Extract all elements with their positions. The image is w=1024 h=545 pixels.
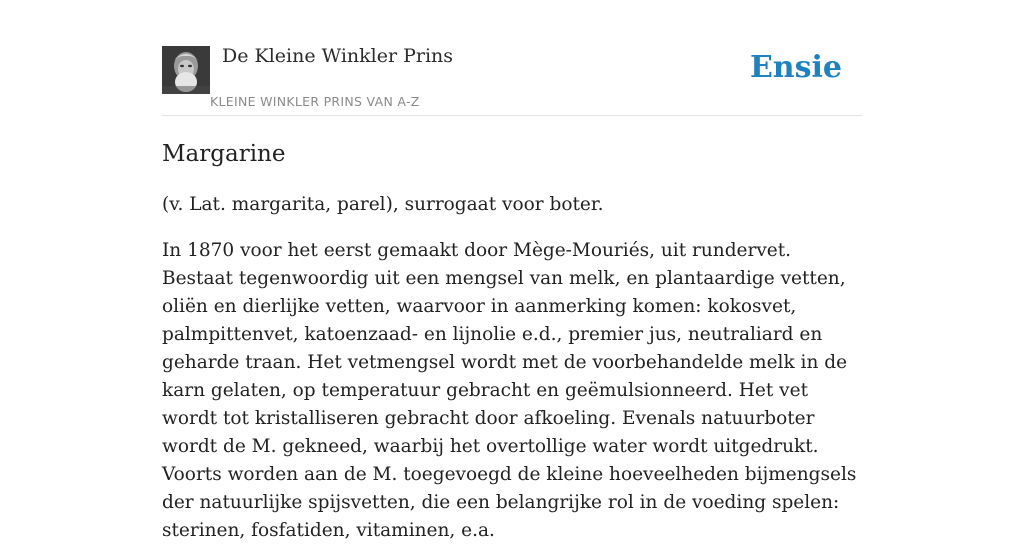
header-divider bbox=[162, 115, 862, 116]
portrait-avatar-icon[interactable] bbox=[162, 46, 210, 94]
avatar-image bbox=[162, 46, 210, 94]
article-paragraph-body: In 1870 voor het eerst gemaakt door Mège-Mouriés, uit rundervet. Bestaat tegenwoordig uit een mengsel van melk, en plantaardige vetten, oliën en dierlijke vetten, waarvoor in aanmerking komen: kokosvet, palmpittenvet, katoenzaad- en lijnolie e.d., premier jus, neutraliard en geharde traan. Het vetmengsel wordt met de voorbehandelde melk in de karn gelaten, op temperatuur gebracht en geëmulsionneerd. Het vet wordt tot kristalliseren gebracht door afkoeling. Evenals natuurboter wordt de M. gekneed, waarbij het overtollige water wordt uitgedrukt. Voorts worden aan de M. toegevoegd de kleine hoeveelheden bijmengsels der natuurlijke spijsvetten, die een belangrijke rol in de voeding spelen: sterinen, fosfatiden, vitaminen, e.a. bbox=[162, 240, 857, 541]
ensie-logo-link[interactable]: Ensie bbox=[749, 50, 842, 85]
article bbox=[162, 138, 862, 545]
article-paragraph-definition: (v. Lat. margarita, parel), surrogaat voor boter. bbox=[162, 194, 604, 215]
header bbox=[162, 0, 862, 116]
publication-title-link[interactable]: De Kleine Winkler Prins bbox=[222, 45, 454, 67]
article-title: Margarine bbox=[162, 141, 286, 167]
publication-subtitle: KLEINE WINKLER PRINS VAN A-Z bbox=[210, 94, 420, 109]
